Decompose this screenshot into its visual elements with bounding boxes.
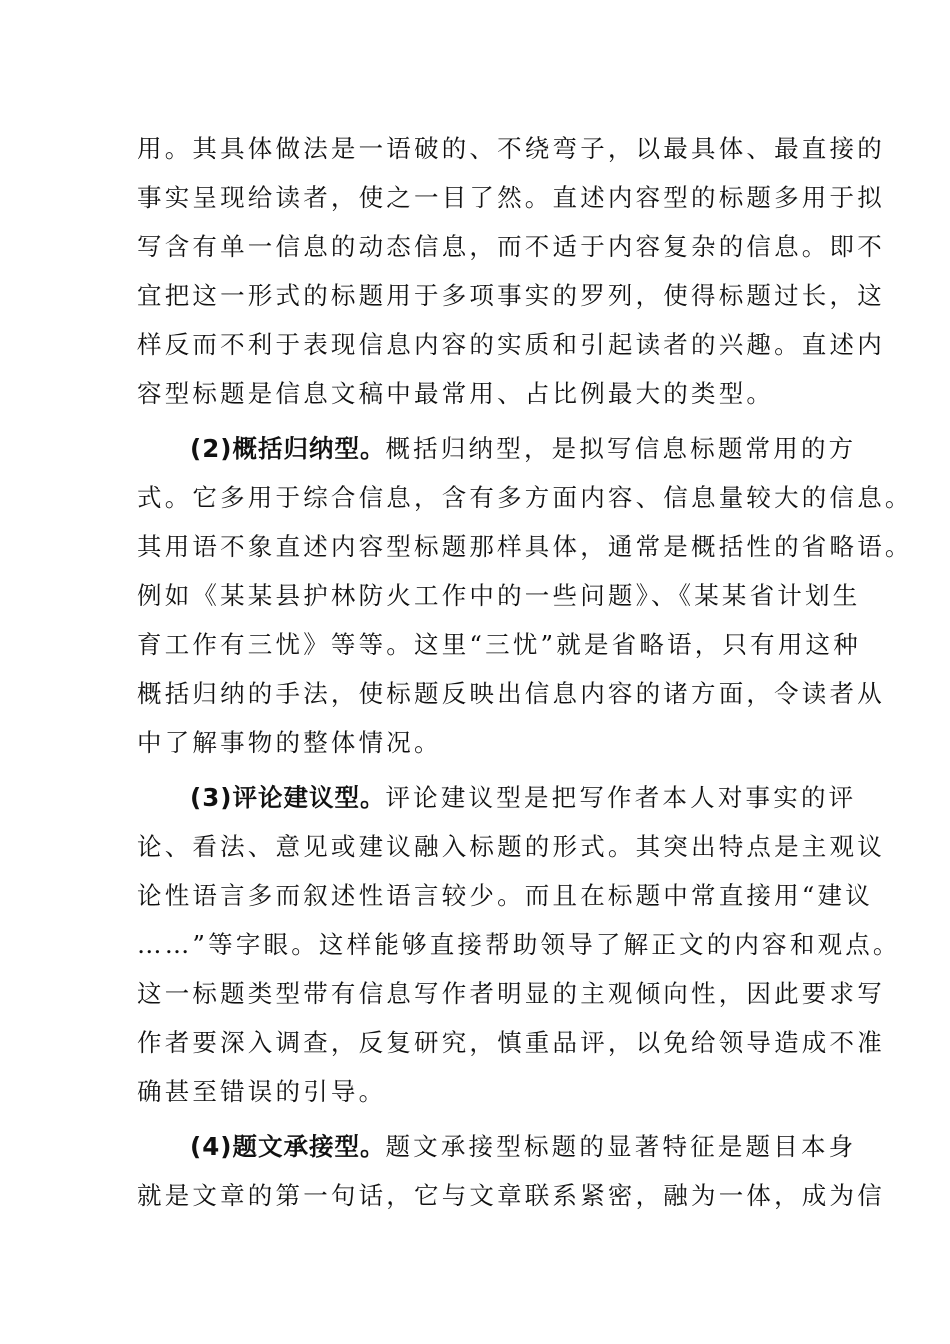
- paragraph-line: 确甚至错误的引导。: [137, 1077, 387, 1106]
- paragraph-line: [190, 783, 856, 813]
- paragraph-line: [190, 1132, 856, 1162]
- paragraph-line: 式。它多用于综合信息，含有多方面内容、信息量较大的信息。: [137, 483, 913, 512]
- paragraph-line: 用。其具体做法是一语破的、不绕弯子，以最具体、最直接的: [137, 134, 885, 163]
- paragraph-line: [190, 434, 856, 464]
- paragraph-line: 概括归纳的手法，使标题反映出信息内容的诸方面，令读者从: [137, 679, 885, 708]
- paragraph-line: 就是文章的第一句话，它与文章联系紧密，融为一体，成为信: [137, 1181, 885, 1210]
- paragraph-line: 事实呈现给读者，使之一目了然。直述内容型的标题多用于拟: [137, 183, 885, 212]
- paragraph-text: 评论建议型是把写作者本人对事实的评: [385, 783, 857, 812]
- paragraph-line: 论、看法、意见或建议融入标题的形式。其突出特点是主观议: [137, 832, 885, 861]
- paragraph-line: 例如《某某县护林防火工作中的一些问题》、《某某省计划生: [137, 581, 861, 610]
- paragraph-text: 题文承接型标题的显著特征是题目本身: [385, 1132, 857, 1161]
- paragraph-line: 作者要深入调查，反复研究，慎重品评，以免给领导造成不准: [137, 1028, 885, 1057]
- paragraph-text: 概括归纳型，是拟写信息标题常用的方: [385, 434, 857, 463]
- paragraph-line: 论性语言多而叙述性语言较少。而且在标题中常直接用“建议: [137, 881, 873, 910]
- section-heading: (3)评论建议型。: [190, 783, 386, 812]
- paragraph-line: 容型标题是信息文稿中最常用、占比例最大的类型。: [137, 379, 775, 408]
- section-heading: (2)概括归纳型。: [190, 434, 386, 463]
- paragraph-line: 这一标题类型带有信息写作者明显的主观倾向性，因此要求写: [137, 979, 885, 1008]
- paragraph-line: 样反而不利于表现信息内容的实质和引起读者的兴趣。直述内: [137, 330, 885, 359]
- paragraph-line: 写含有单一信息的动态信息，而不适于内容复杂的信息。即不: [137, 232, 885, 261]
- section-heading: (4)题文承接型。: [190, 1132, 386, 1161]
- paragraph-line: ……”等字眼。这样能够直接帮助领导了解正文的内容和观点。: [137, 930, 901, 959]
- paragraph-line: 其用语不象直述内容型标题那样具体，通常是概括性的省略语。: [137, 532, 913, 561]
- paragraph-line: 育工作有三忧》等等。这里“三忧”就是省略语，只有用这种: [137, 630, 861, 659]
- paragraph-line: 中了解事物的整体情况。: [137, 728, 442, 757]
- paragraph-line: 宜把这一形式的标题用于多项事实的罗列，使得标题过长，这: [137, 281, 885, 310]
